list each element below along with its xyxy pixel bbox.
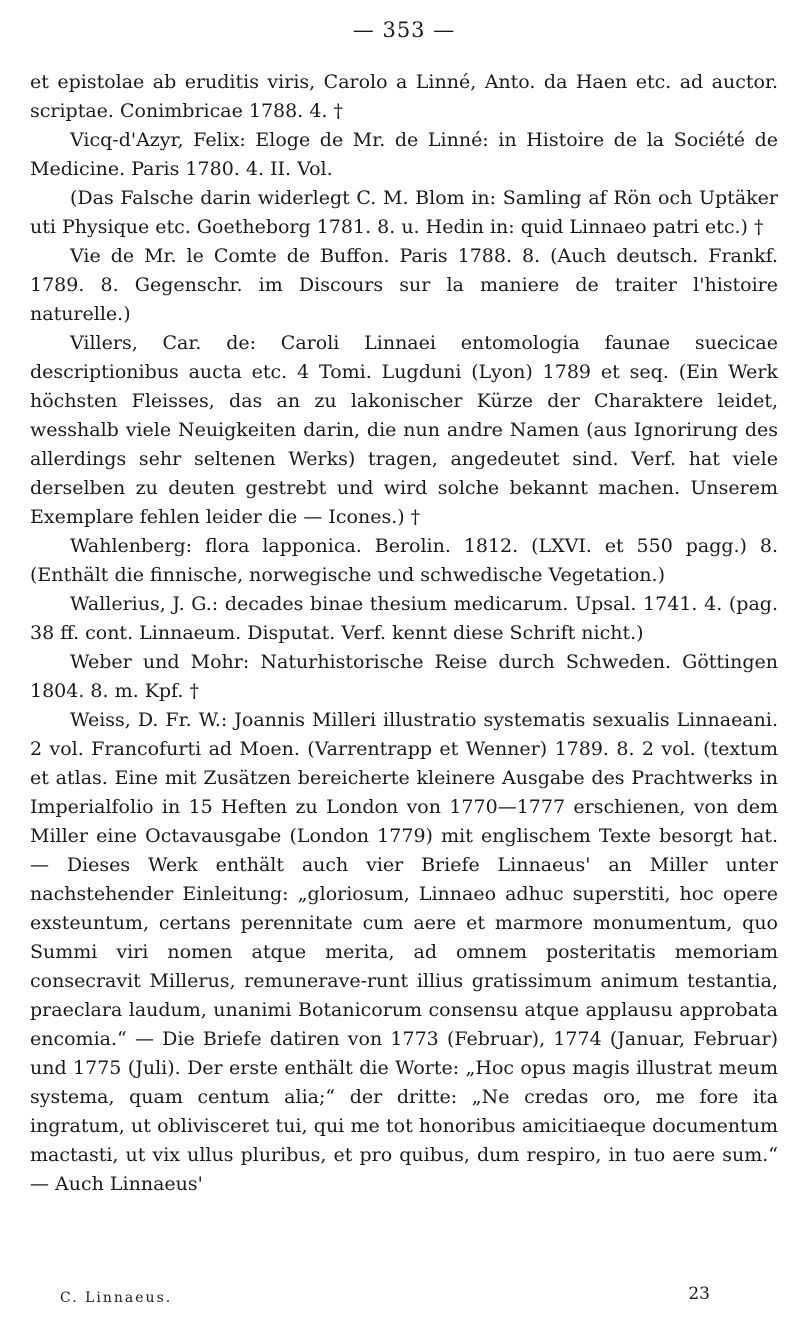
body-text (30, 68, 778, 1199)
entry-weber-mohr: Weber und Mohr: Naturhistorische Reise durch Schweden. Göttingen 1804. 8. m. Kpf. † (30, 651, 778, 702)
entry-wahlenberg: Wahlenberg: flora lapponica. Berolin. 1812. (LXVI. et 550 pagg.) 8. (Enthält die finnische, norwegische und schwedische Vegetation.) (30, 535, 778, 586)
entry-villers: Villers, Car. de: Caroli Linnaei entomologia faunae suecicae descriptionibus aucta etc. 4 Tomi. Lugduni (Lyon) 1789 et seq. (Ein Werk höchsten Fleisses, das an zu lakonischer Kürze der Charaktere leidet, wesshalb viele Neuigkeiten darin, die nun andre Namen (aus Ignorirung des allerdings sehr seltenen Werks) tragen, angedeutet sind. Verf. hat viele derselben zu deuten gestrebt und wird solche bekannt machen. Unserem Exemplare fehlen leider die — Icones.) † (30, 332, 778, 528)
entry-vie-buffon: Vie de Mr. le Comte de Buffon. Paris 1788. 8. (Auch deutsch. Frankf. 1789. 8. Gegenschr. im Discours sur la maniere de traiter l'histoire naturelle.) (30, 245, 778, 325)
entry-vicq-dazyr: Vicq-d'Azyr, Felix: Eloge de Mr. de Linné: in Histoire de la Société de Medicine. Paris 1780. 4. II. Vol. (30, 129, 778, 180)
signature-mark: C. Linnaeus. (60, 1290, 173, 1306)
page-number: — 353 — (352, 18, 456, 42)
paragraph-continuation: et epistolae ab eruditis viris, Carolo a Linné, Anto. da Haen etc. ad auctor. scriptae. Conimbricae 1788. 4. † (30, 71, 778, 122)
entry-falsche-widerlegt: (Das Falsche darin widerlegt C. M. Blom in: Samling af Rön och Uptäker uti Physique etc. Goetheborg 1781. 8. u. Hedin in: quid Linnaeo patri etc.) † (30, 187, 778, 238)
entry-weiss: Weiss, D. Fr. W.: Joannis Milleri illustratio systematis sexualis Linnaeani. 2 vol. Francofurti ad Moen. (Varrentrapp et Wenner) 1789. 8. 2 vol. (textum et atlas. Eine mit Zusätzen bereicherte kleinere Ausgabe des Prachtwerks in Imperialfolio in 15 Heften zu London von 1770—1777 erschienen, von dem Miller eine Octavausgabe (London 1779) mit englischem Texte besorgt hat. — Dieses Werk enthält auch vier Briefe Linnaeus' an Miller unter nachstehender Einleitung: „gloriosum, Linnaeo adhuc superstiti, hoc opere exsteuntum, certans perennitate cum aere et marmore monumentum, quo Summi viri nomen atque merita, ad omnem posteritatis memoriam consecravit Millerus, remunerave-runt illius gratissimum animum testantia, praeclara laudum, unanimi Botanicorum consensu atque applausu approbata encomia.“ — Die Briefe datiren von 1773 (Februar), 1774 (Januar, Februar) und 1775 (Juli). Der erste enthält die Worte: „Hoc opus magis illustrat meum systema, quam centum alia;“ der dritte: „Ne credas oro, me fore ita ingratum, ut oblivisceret tui, qui me tot honoribus amicitiaeque documentum mactasti, ut vix ullus pluribus, et pro quibus, dum respiro, in tuo aere sum.“ — Auch Linnaeus' (30, 709, 778, 1195)
entry-wallerius: Wallerius, J. G.: decades binae thesium medicarum. Upsal. 1741. 4. (pag. 38 ff. cont. Linnaeum. Disputat. Verf. kennt diese Schrift nicht.) (30, 593, 778, 644)
sheet-number: 23 (688, 1284, 710, 1304)
book-page (30, 18, 778, 1199)
page-footer (60, 1284, 710, 1306)
